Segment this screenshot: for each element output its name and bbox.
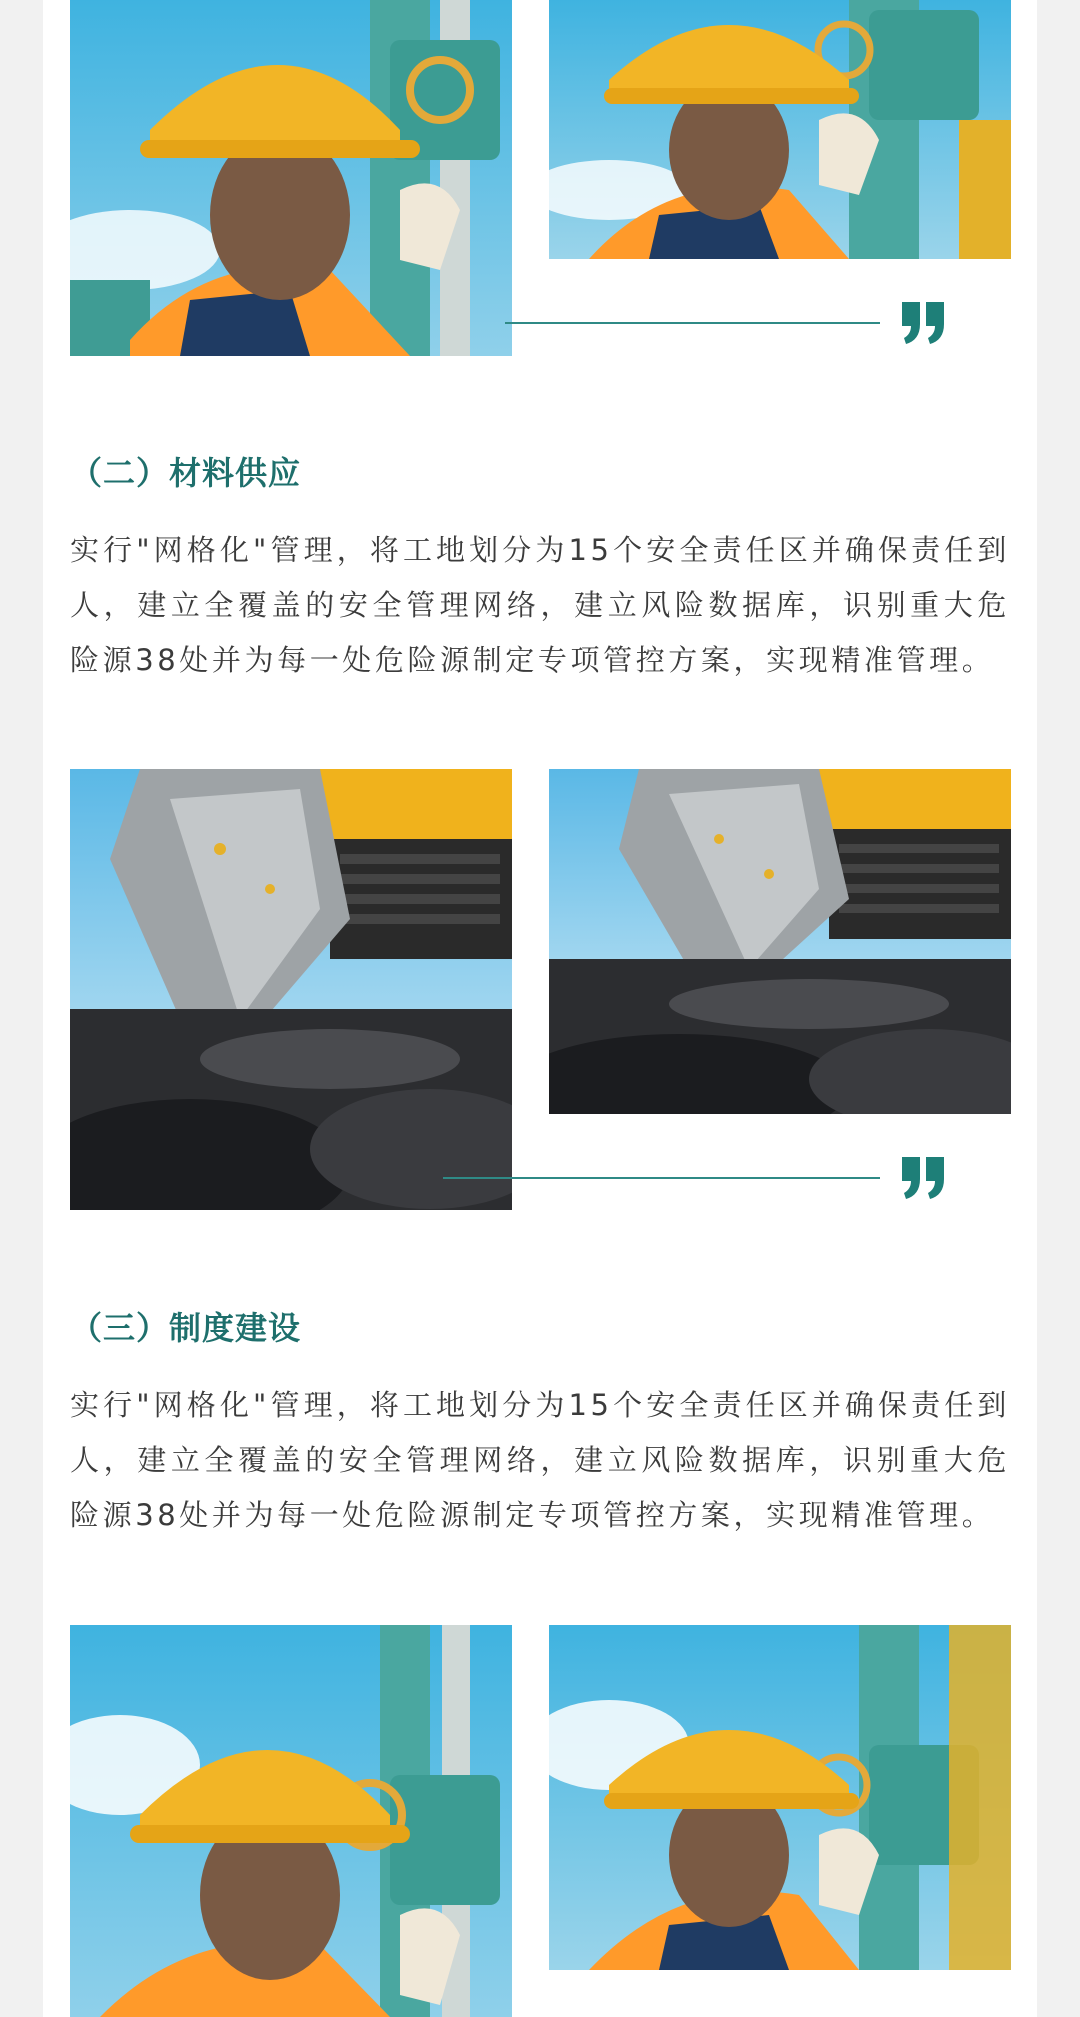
worker-valve-photo-right <box>549 1625 1011 1970</box>
section-heading-materials: （二）材料供应 <box>70 454 302 492</box>
section-heading-system: （三）制度建设 <box>70 1309 302 1347</box>
section-divider-line <box>443 1177 880 1179</box>
worker-valve-photo-right <box>549 0 1011 259</box>
excavator-photo-left <box>70 769 512 1210</box>
closing-quote-icon <box>900 1157 946 1199</box>
worker-valve-photo-left <box>70 1625 512 2017</box>
excavator-photo-right <box>549 769 1011 1114</box>
section-paragraph-system: 实行"网格化"管理，将工地划分为15个安全责任区并确保责任到人，建立全覆盖的安全管理网络，建立风险数据库，识别重大危险源38处并为每一处危险源制定专项管控方案，实现精准管理。 <box>70 1388 1010 1532</box>
worker-valve-photo-left <box>70 0 512 356</box>
closing-quote-icon <box>900 302 946 344</box>
section-divider-line <box>505 322 880 324</box>
section-paragraph-materials: 实行"网格化"管理，将工地划分为15个安全责任区并确保责任到人，建立全覆盖的安全管理网络，建立风险数据库，识别重大危险源38处并为每一处危险源制定专项管控方案，实现精准管理。 <box>70 533 1010 677</box>
